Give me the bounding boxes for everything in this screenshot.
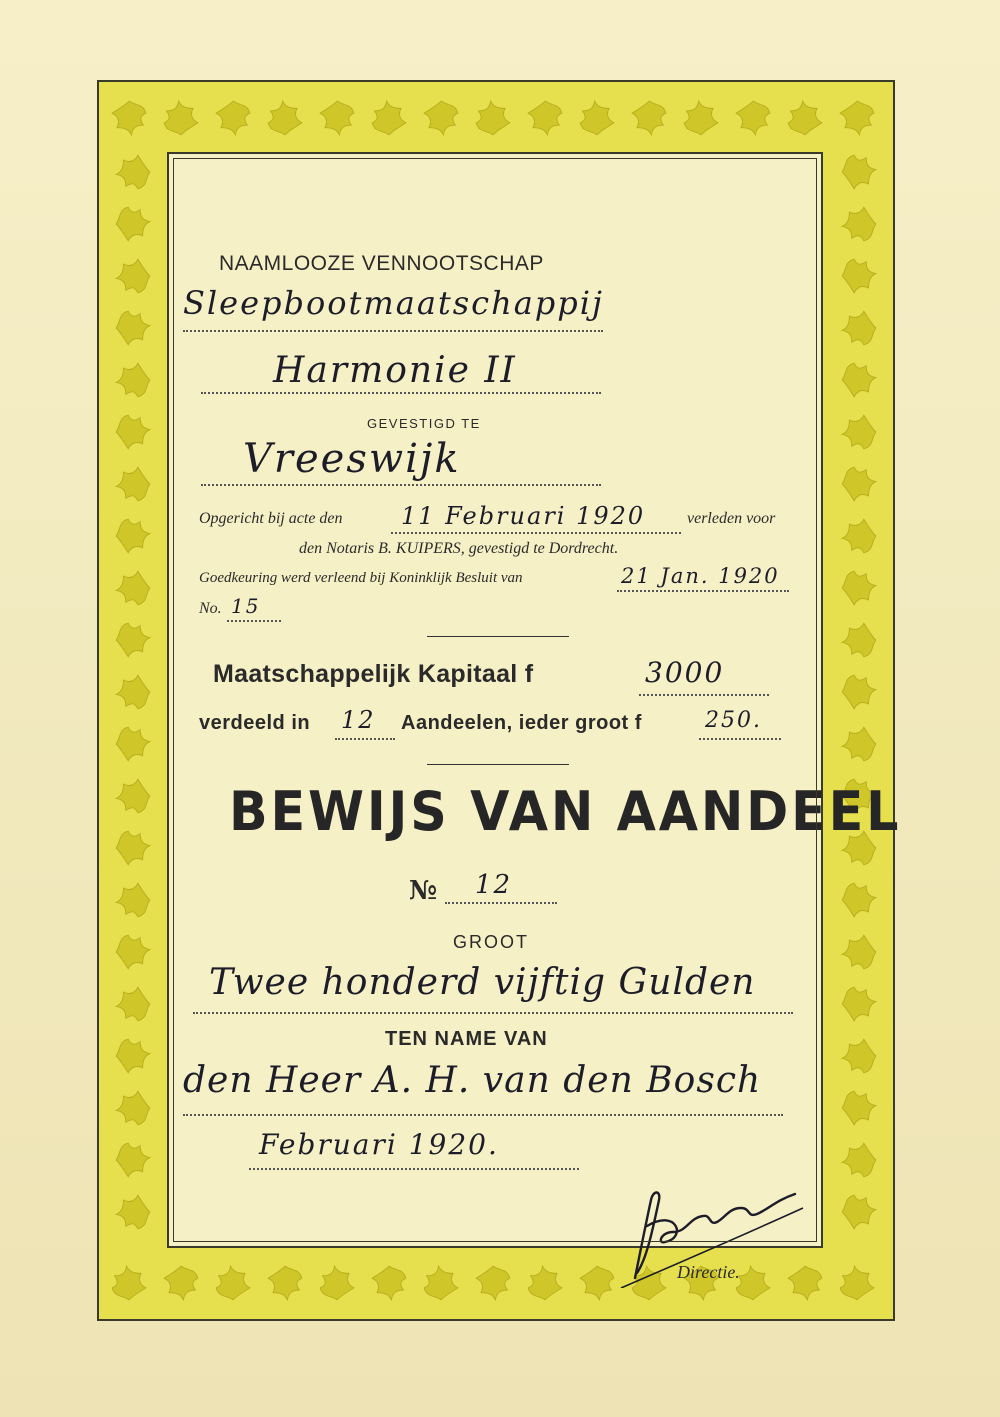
leaf-ornament [736, 101, 770, 135]
leaf-ornament [116, 623, 150, 657]
leaf-ornament [116, 207, 150, 241]
certificate-number-value: 12 [475, 870, 513, 900]
no-label: No. [199, 600, 222, 617]
ornamental-border [97, 80, 902, 1321]
leaf-ornament [372, 1266, 406, 1300]
leaf-ornament [116, 883, 150, 917]
leaf-ornament [372, 101, 406, 135]
signature-label: Directie. [677, 1262, 740, 1282]
leaf-ornament [112, 1266, 146, 1300]
leaf-ornament [116, 675, 150, 709]
leaf-ornament [842, 1091, 876, 1125]
leaf-ornament [842, 519, 876, 553]
shares-count: 12 [341, 706, 376, 734]
certificate-number-label: № [409, 876, 438, 906]
leaf-ornament [116, 935, 150, 969]
leaf-ornament [116, 519, 150, 553]
amount-in-words: Twee honderd vijftig Gulden [209, 962, 756, 1003]
leaf-ornament [528, 1266, 562, 1300]
leaf-ornament [842, 467, 876, 501]
no-value: 15 [231, 594, 261, 618]
leaf-ornament [842, 311, 876, 345]
certificate-title: BEWIJS VAN AANDEEL [229, 780, 902, 843]
leaf-ornament [580, 1266, 614, 1300]
divider-top [427, 636, 569, 637]
notary-line: den Notaris B. KUIPERS, gevestigd te Dordrecht. [299, 540, 619, 557]
leaf-ornament [476, 1266, 510, 1300]
leaf-ornament [528, 101, 562, 135]
share-value: 250. [705, 708, 762, 733]
leaf-ornament [116, 1039, 150, 1073]
leaf-ornament [216, 101, 250, 135]
leaf-ornament [116, 1195, 150, 1229]
leaf-ornament [842, 363, 876, 397]
leaf-ornament [842, 987, 876, 1021]
leaf-ornament [116, 1143, 150, 1177]
leaf-ornament [842, 935, 876, 969]
leaf-ornament [116, 1091, 150, 1125]
issue-date: Februari 1920. [259, 1128, 499, 1161]
leaf-ornament [116, 779, 150, 813]
leaf-ornament [268, 1266, 302, 1300]
leaf-ornament [476, 101, 510, 135]
leaf-ornament [842, 1039, 876, 1073]
company-name-line1: Sleepbootmaatschappij [183, 284, 604, 322]
leaf-ornament [788, 101, 822, 135]
leaf-ornament [424, 101, 458, 135]
leaf-ornament [164, 101, 198, 135]
leaf-ornament [320, 101, 354, 135]
leaf-ornament [840, 1266, 874, 1300]
founding-suffix: verleden voor [687, 510, 776, 527]
leaf-ornament [116, 727, 150, 761]
leaf-ornament [424, 1266, 458, 1300]
leaf-ornament [116, 259, 150, 293]
leaf-ornament [116, 363, 150, 397]
founding-date: 11 Februari 1920 [401, 502, 646, 530]
leaf-ornament [112, 101, 146, 135]
leaf-ornament [842, 207, 876, 241]
leaf-ornament [216, 1266, 250, 1300]
leaf-ornament [842, 571, 876, 605]
leaf-ornament [116, 415, 150, 449]
leaf-ornament [842, 1195, 876, 1229]
capital-amount: 3000 [645, 656, 725, 689]
leaf-ornament [842, 883, 876, 917]
leaf-ornament [842, 259, 876, 293]
leaf-ornament [164, 1266, 198, 1300]
leaf-ornament [842, 1143, 876, 1177]
company-type: NAAMLOOZE VENNOOTSCHAP [219, 252, 544, 275]
leaf-ornament [632, 101, 666, 135]
leaf-ornament [840, 101, 874, 135]
shares-label: Aandeelen, ieder groot f [401, 712, 642, 734]
name-label: TEN NAME VAN [385, 1028, 548, 1050]
approval-date: 21 Jan. 1920 [621, 564, 780, 588]
leaf-ornament [684, 101, 718, 135]
leaf-ornament [842, 727, 876, 761]
leaf-ornament [116, 311, 150, 345]
founding-prefix: Opgericht bij acte den [199, 510, 343, 527]
approval-prefix: Goedkeuring werd verleend bij Koninklijk Besluit van [199, 570, 523, 586]
leaf-ornament [116, 467, 150, 501]
certificate-panel [167, 152, 902, 1282]
seat-value: Vreeswijk [243, 436, 461, 482]
leaf-ornament [320, 1266, 354, 1300]
leaf-ornament [842, 155, 876, 189]
leaf-ornament [116, 831, 150, 865]
leaf-ornament [842, 415, 876, 449]
seat-label: GEVESTIGD TE [367, 416, 481, 431]
divided-label: verdeeld in [199, 712, 311, 734]
leaf-ornament [116, 987, 150, 1021]
leaf-ornament [116, 155, 150, 189]
leaf-ornament [842, 623, 876, 657]
leaf-ornament [268, 101, 302, 135]
leaf-ornament [116, 571, 150, 605]
leaf-ornament [580, 101, 614, 135]
divider-bottom [427, 764, 569, 765]
groot-label: GROOT [453, 932, 529, 952]
holder-name: den Heer A. H. van den Bosch [183, 1060, 762, 1101]
company-name-line2: Harmonie II [273, 350, 517, 391]
capital-label: Maatschappelijk Kapitaal f [213, 660, 534, 688]
leaf-ornament [842, 675, 876, 709]
